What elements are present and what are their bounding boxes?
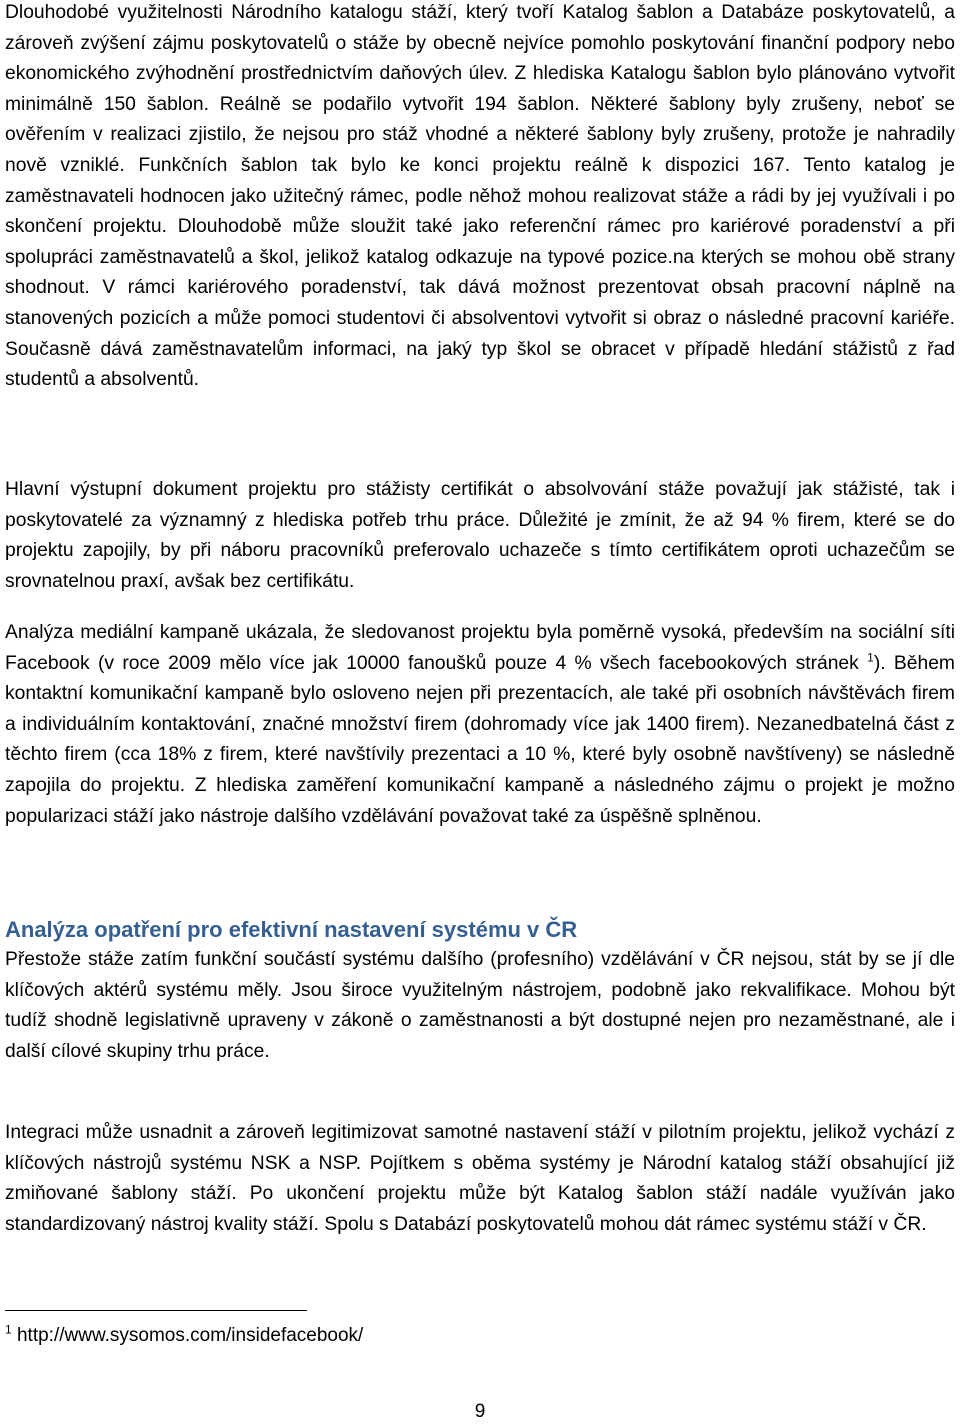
footnote-number: 1 [5, 1322, 12, 1337]
section-heading: Analýza opatření pro efektivní nastavení systému v ČR [5, 917, 578, 942]
paragraph-certifikat: Hlavní výstupní dokument projektu pro stážisty certifikát o absolvování stáže považují jak stážisté, tak i poskytovatelé za významný z hlediska potřeb trhu práce. Důležité je zmínit, že až 94 % firem, které se do projektu zapojily, by při náboru pracovníků preferovalo uchazeče s tímto certifikátem oproti uchazečům se srovnatelnou praxí, avšak bez certifikátu. [5, 479, 955, 592]
paragraph-integrace: Integraci může usnadnit a zároveň legitimizovat samotné nastavení stáží v pilotním projektu, jelikož vychází z klíčových nástrojů systému NSK a NSP. Pojítkem s oběma systémy je Národní katalog stáží obsahující již zmiňované šablony stáží. Po ukončení projektu může být Katalog šablon stáží nadále využíván jako standardizovaný nástroj kvality stáží. Spolu s Databází poskytovatelů mohou dát rámec systému stáží v ČR. [5, 1122, 955, 1235]
paragraph-medialni-kampan [5, 618, 955, 832]
paragraph-staze-system: Přestože stáže zatím funkční součástí systému dalšího (profesního) vzdělávání v ČR nejsou, stát by se jí dle klíčových aktérů systému měly. Jsou široce využitelným nástrojem, podobně jako rekvalifikace. Mohou být tudíž shodně legislativně upraveny v zákoně o zaměstnanosti a být dostupné nejen pro nezaměstnané, ale i další cílové skupiny trhu práce. [5, 949, 955, 1062]
page-number: 9 [474, 1401, 486, 1422]
paragraph-text-part: Analýza mediální kampaně ukázala, že sledovanost projektu byla poměrně vysoká, především na sociální síti Facebook (v roce 2009 mělo více jak 10000 fanoušků pouze 4 % všech facebookových stránek [5, 622, 955, 674]
footnote [5, 1322, 363, 1350]
footnote-reference[interactable]: 1 [867, 650, 874, 665]
footnote-link[interactable]: http://www.sysomos.com/insidefacebook/ [16, 1325, 364, 1346]
footnote-separator [5, 1310, 307, 1311]
paragraph-text-part: ). Během kontaktní komunikační kampaně bylo osloveno nejen při prezentacích, ale také při osobních návštěvách firem a individuálním kontaktování, značné množství firem (dohromady více jak 1400 firem). Nezanedbatelná část z těchto firem (cca 18% z firem, které navštívily prezentaci a 10 %, které byly osobně navštíveny) se následně zapojila do projektu. Z hlediska zaměření komunikační kampaně a následného zájmu o projekt je možno popularizaci stáží jako nástroje dalšího vzdělávání považovat také za úspěšně splněnou. [5, 652, 955, 827]
paragraph-katalog-stazi: Dlouhodobé využitelnosti Národního katalogu stáží, který tvoří Katalog šablon a Databáze poskytovatelů, a zároveň zvýšení zájmu poskytovatelů o stáže by obecně nejvíce pomohlo poskytování finanční podpory nebo ekonomického zvýhodnění prostřednictvím daňových úlev. Z hlediska Katalogu šablon bylo plánováno vytvořit minimálně 150 šablon. Reálně se podařilo vytvořit 194 šablon. Některé šablony byly zrušeny, neboť se ověřením v realizaci zjistilo, že nejsou pro stáž vhodné a některé šablony byly zrušeny, protože je nahradily nově vzniklé. Funkčních šablon tak bylo ke konci projektu reálně k dispozici 167. Tento katalog je zaměstnavateli hodnocen jako užitečný rámec, podle něhož mohou realizovat stáže a rádi by jej využívali i po skončení projektu. Dlouhodobě může sloužit také jako referenční rámec pro kariérové poradenství a při spolupráci zaměstnavatelů a škol, jelikož katalog odkazuje na typové pozice.na kterých se mohou obě strany shodnout. V rámci kariérového poradenství, tak dává možnost prezentovat obsah pracovní náplně na stanovených pozicích a může pomoci studentovi či absolventovi vytvořit si obraz o následné pracovní kariéře. Současně dává zaměstnavatelům informaci, na jaký typ škol se obracet v případě hledání stážistů z řad studentů a absolventů. [5, 2, 955, 391]
